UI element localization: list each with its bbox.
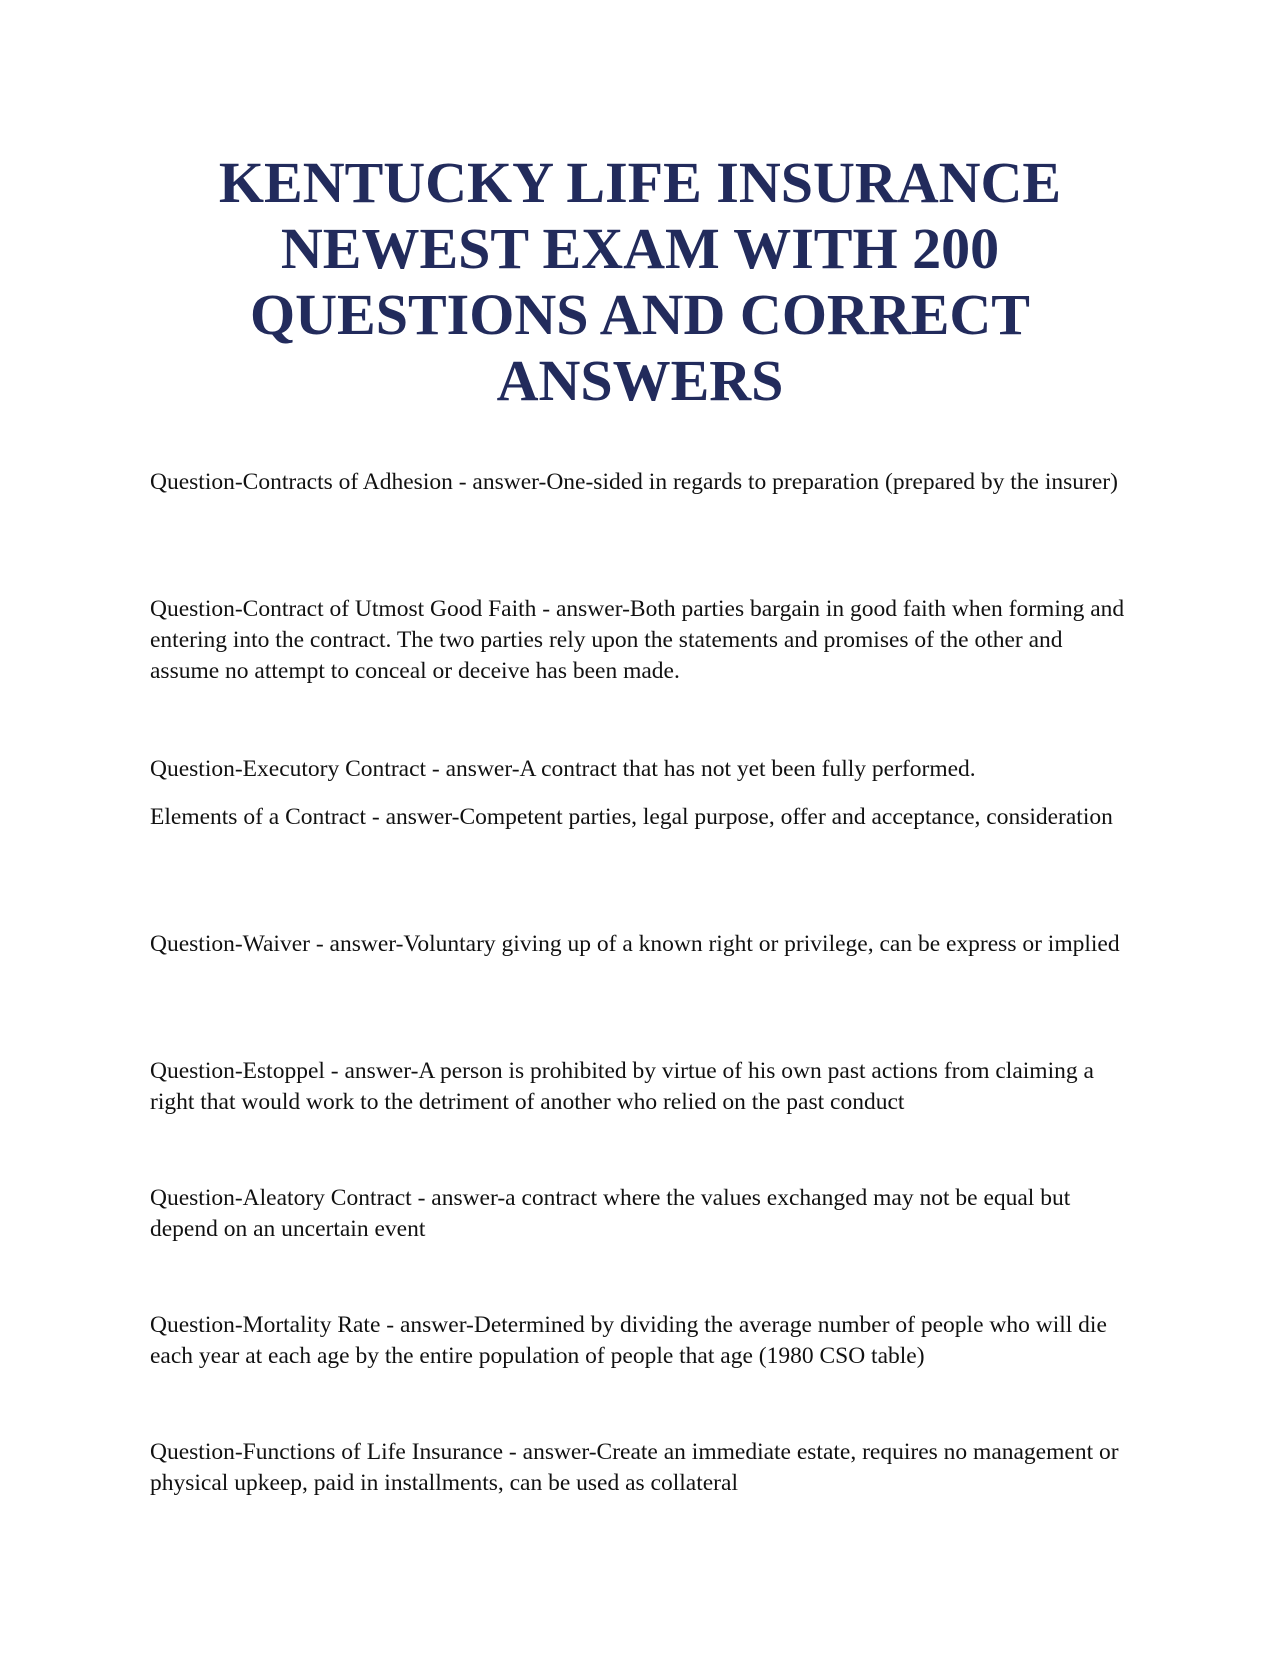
qa-entry-aleatory-contract: Question-Aleatory Contract - answer-a contract where the values exchanged may not be equal but depend on an uncertain event [150,1185,1071,1242]
qa-entry-waiver: Question-Waiver - answer-Voluntary giving up of a known right or privilege, can be express or implied [150,931,1120,957]
title-line-4: ANSWERS [496,348,784,413]
qa-entry-functions-of-life-insurance: Question-Functions of Life Insurance - answer-Create an immediate estate, requires no management or physical upkeep, paid in installments, can be used as collateral [150,1439,1119,1496]
qa-entry-contracts-of-adhesion: Question-Contracts of Adhesion - answer-One-sided in regards to preparation (prepared by the insurer) [150,469,1118,495]
document-title [150,150,1130,414]
qa-entry-executory-contract: Question-Executory Contract - answer-A contract that has not yet been fully performed. [150,756,976,782]
qa-entry-estoppel: Question-Estoppel - answer-A person is prohibited by virtue of his own past actions from claiming a right that would work to the detriment of another who relied on the past conduct [150,1058,1094,1115]
title-line-3: QUESTIONS AND CORRECT [250,282,1030,347]
qa-entry-utmost-good-faith: Question-Contract of Utmost Good Faith - answer-Both parties bargain in good faith when forming and entering into the contract. The two parties rely upon the statements and promises of the other and assume no attempt to conceal or deceive has been made. [150,596,1125,684]
qa-entry-mortality-rate: Question-Mortality Rate - answer-Determined by dividing the average number of people who will die each year at each age by the entire population of people that age (1980 CSO table) [150,1312,1107,1369]
title-line-1: KENTUCKY LIFE INSURANCE [218,150,1062,215]
qa-entry-elements-of-contract: Elements of a Contract - answer-Competent parties, legal purpose, offer and acceptance, consideration [150,804,1113,830]
title-line-2: NEWEST EXAM WITH 200 [280,216,1000,281]
